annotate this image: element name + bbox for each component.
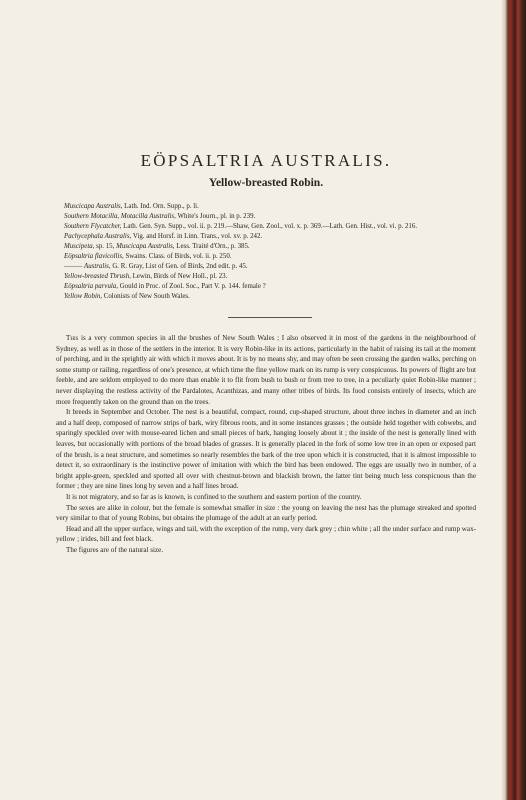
body-paragraph: The figures are of the natural size. [66, 545, 164, 554]
reference-citation: Lewin, Birds of New Holl., pl. 23. [130, 273, 228, 280]
reference-line [64, 212, 474, 222]
reference-name: Southern Motacilla, Motacilla Australis, [64, 213, 176, 220]
reference-name: Muscipeta, [64, 243, 95, 250]
reference-name: Yellow-breasted Thrush, [64, 273, 131, 280]
reference-line [64, 242, 474, 252]
section-divider [228, 317, 312, 318]
reference-line [64, 252, 474, 262]
reference-line [64, 202, 474, 212]
reference-line [64, 232, 474, 242]
reference-name: Eöpsaltria parvula, [64, 283, 118, 290]
reference-citation: Vig. and Horsf. in Linn. Trans., vol. xv. p. 242. [131, 233, 263, 240]
reference-name: Yellow Robin, [64, 293, 103, 300]
body-paragraph: It is not migratory, and so far as is known, is confined to the southern and eastern portion of the country. [66, 492, 362, 501]
reference-line [64, 292, 474, 302]
reference-name: Muscicapa Australis, [64, 203, 123, 210]
reference-citation: sp. 15, [94, 243, 117, 250]
reference-citation: White's Journ., pl. in p. 239. [175, 213, 256, 220]
body-paragraph: Head and all the upper surface, wings and tail, with the exception of the rump, very dark grey ; chin white ; all the under surface and rump wax-yellow ; irides, bill and feet black. [56, 524, 476, 544]
paragraph-text: is a very common species in all the brushes of New South Wales ; I also observed it in most of the gardens in the neighbourhood of Sydney, as well as in those of the settlers in the interior. It is very Robin-like in its actions, particularly in the habit of raising its tail at the moment of perching, and in the sprightly air with which it moves about. It is by no means shy, and may often be seen crossing the garden walks, perching on some stump or railing, regardless of one's presence, at which time the fine yellow mark on its rump is very conspicuous. Its powers of flight are but feeble, and are seldom employed to do more than enable it to flit from bush to bush or from tree to tree, in a peculiarly quiet Robin-like manner ; never displaying the restless activity of the Pardalotes, Acanthizas, and many other tribes of birds. Its food consists entirely of insects, which are more frequently taken on the ground than on the trees. [56, 334, 476, 406]
book-spine-edge [502, 0, 526, 800]
reference-name: Muscicapa Australis, [116, 243, 175, 250]
reference-citation: Lath. Gen. Syn. Supp., vol. ii. p. 219.—Shaw, Gen. Zool., vol. x. p. 369.—Lath. Gen. Hist., vol. vi. p. 216. [121, 223, 418, 230]
reference-line [64, 282, 474, 292]
page-title: EÖPSALTRIA AUSTRALIS. [140, 151, 392, 170]
body-paragraph [56, 333, 476, 407]
lead-word: This [66, 334, 79, 342]
reference-citation: Lath. Ind. Orn. Supp., p. li. [122, 203, 199, 210]
body-paragraph: The sexes are alike in colour, but the female is somewhat smaller in size : the young on leaving the nest has the plumage streaked and spotted very similar to that of young Robins, but obtains the plumage of the adult at an early period. [56, 503, 476, 523]
reference-name: Southern Flycatcher, [64, 223, 122, 230]
reference-line [64, 262, 474, 272]
reference-name: Pachycephala Australis, [64, 233, 132, 240]
body-text [56, 333, 476, 555]
reference-citation: G. R. Gray, List of Gen. of Birds, 2nd edit. p. 45. [110, 263, 248, 270]
reference-name: ——— Australis, [64, 263, 111, 270]
reference-citation: Less. Traité d'Orn., p. 385. [174, 243, 250, 250]
reference-name: Eöpsaltria flavicollis, [64, 253, 124, 260]
reference-line [64, 222, 474, 232]
body-paragraph: It breeds in September and October. The nest is a beautiful, compact, round, cup-shaped structure, about three inches in diameter and an inch and a half deep, composed of narrow strips of bark, wiry fibrous roots, and in some instances grasses ; the outside held together with cobwebs, and sparingly speckled over with mouse-eared lichen and small pieces of bark, hanging loosely about it ; the inside of the nest is generally lined with leaves, but occasionally with portions of the broad blades of grasses. It is generally placed in the fork of some low tree in an open or exposed part of the brush, is a neat structure, and sometimes so nearly resembles the bark of the tree upon which it is constructed, that it is almost impossible to detect it, so extraordinary is the instinctive power of imitation with which the bird has been endowed. The eggs are usually two in number, of a bright apple-green, speckled and spotted all over with chestnut-brown and blackish brown, the latter tint being much less conspicuous than the former ; they are nine lines long by seven and a half lines broad. [56, 408, 476, 491]
reference-line [64, 272, 474, 282]
reference-citation: Swains. Class. of Birds, vol. ii. p. 250. [123, 253, 232, 260]
reference-citation: Gould in Proc. of Zool. Soc., Part V. p. 144. female ? [117, 283, 266, 290]
page-subtitle: Yellow-breasted Robin. [208, 177, 324, 189]
reference-citation: Colonists of New South Wales. [102, 293, 190, 300]
synonymy-references [64, 202, 474, 302]
